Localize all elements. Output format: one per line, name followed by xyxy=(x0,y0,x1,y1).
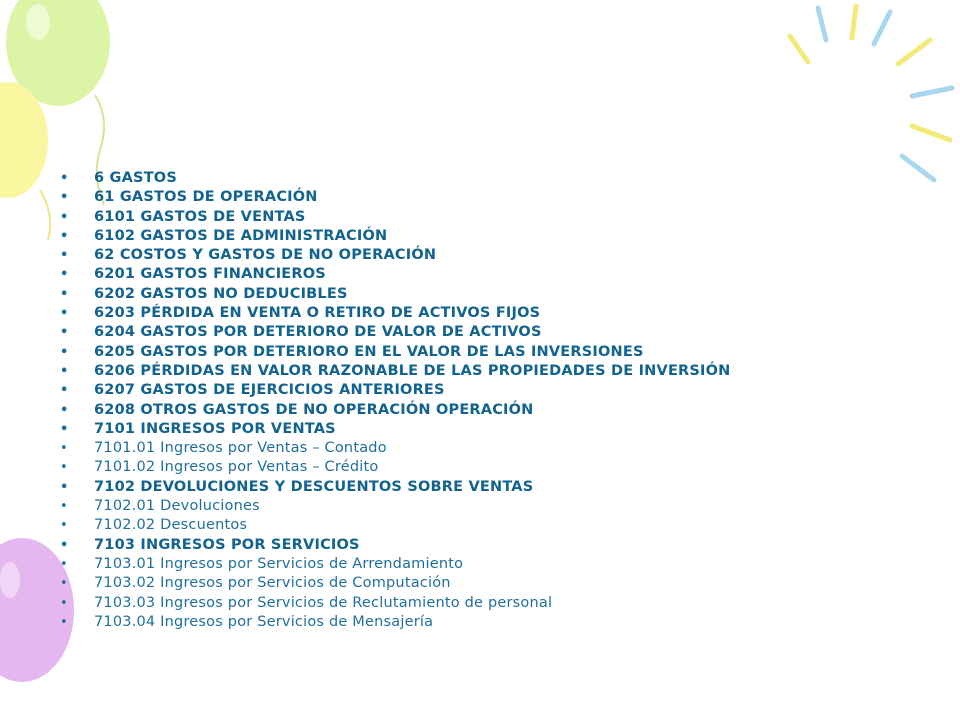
bullet-icon: • xyxy=(60,228,69,244)
bullet-icon: • xyxy=(60,402,69,418)
account-list xyxy=(56,169,936,632)
list-item-text: 6203 PÉRDIDA EN VENTA O RETIRO DE ACTIVOS FIJOS xyxy=(94,305,541,322)
bullet-icon: • xyxy=(60,460,68,476)
list-item xyxy=(56,169,936,188)
list-item xyxy=(56,458,936,477)
list-item-text: 7102.01 Devoluciones xyxy=(94,498,260,515)
list-item-text: 7103.01 Ingresos por Servicios de Arrendamiento xyxy=(94,555,464,572)
list-item xyxy=(56,188,936,207)
bullet-icon: • xyxy=(60,190,69,206)
list-item-text: 7101.01 Ingresos por Ventas – Contado xyxy=(94,440,387,457)
list-item xyxy=(56,613,936,632)
bullet-icon: • xyxy=(60,286,69,302)
list-item xyxy=(56,439,936,458)
list-item xyxy=(56,304,936,323)
yellow-balloon-icon xyxy=(0,82,50,240)
list-item-text: 6202 GASTOS NO DEDUCIBLES xyxy=(94,285,348,302)
list-item-text: 7103.03 Ingresos por Servicios de Reclutamiento de personal xyxy=(94,594,553,611)
bullet-icon: • xyxy=(60,325,69,341)
list-item xyxy=(56,555,936,574)
bullet-icon: • xyxy=(60,479,69,495)
list-item xyxy=(56,265,936,284)
bullet-icon: • xyxy=(60,441,68,457)
list-item xyxy=(56,246,936,265)
list-item-text: 7101 INGRESOS POR VENTAS xyxy=(94,420,336,437)
list-item-text: 61 GASTOS DE OPERACIÓN xyxy=(94,189,318,206)
list-item-text: 62 COSTOS Y GASTOS DE NO OPERACIÓN xyxy=(94,247,437,264)
bullet-icon: • xyxy=(60,248,69,264)
list-item xyxy=(56,574,936,593)
bullet-icon: • xyxy=(60,499,68,515)
list-item-text: 6 GASTOS xyxy=(94,170,177,186)
list-item xyxy=(56,381,936,400)
list-item-text: 6101 GASTOS DE VENTAS xyxy=(94,208,306,225)
list-item xyxy=(56,285,936,304)
bullet-icon: • xyxy=(60,595,68,611)
bullet-icon: • xyxy=(60,363,69,379)
bullet-icon: • xyxy=(60,537,69,553)
list-item xyxy=(56,478,936,497)
bullet-icon: • xyxy=(60,576,68,592)
list-item-text: 6205 GASTOS POR DETERIORO EN EL VALOR DE LAS INVERSIONES xyxy=(94,343,644,360)
bullet-icon: • xyxy=(60,267,69,283)
list-item xyxy=(56,323,936,342)
list-item xyxy=(56,227,936,246)
list-item-text: 6207 GASTOS DE EJERCICIOS ANTERIORES xyxy=(94,382,445,399)
list-item-text: 7101.02 Ingresos por Ventas – Crédito xyxy=(94,459,379,476)
list-item xyxy=(56,594,936,613)
list-item xyxy=(56,401,936,420)
list-item-text: 7103.04 Ingresos por Servicios de Mensajería xyxy=(94,613,434,630)
list-item-text: 6208 OTROS GASTOS DE NO OPERACIÓN OPERACIÓN xyxy=(94,401,534,418)
bullet-icon: • xyxy=(60,306,69,322)
list-item xyxy=(56,516,936,535)
list-item-text: 7103.02 Ingresos por Servicios de Computación xyxy=(94,575,451,592)
list-item-text: 7103 INGRESOS POR SERVICIOS xyxy=(94,536,360,553)
bullet-icon: • xyxy=(60,556,68,572)
list-item-text: 7102 DEVOLUCIONES Y DESCUENTOS SOBRE VENTAS xyxy=(94,478,534,495)
list-item xyxy=(56,536,936,555)
list-item-text: 7102.02 Descuentos xyxy=(94,517,248,534)
list-item xyxy=(56,497,936,516)
bullet-icon: • xyxy=(60,209,69,225)
list-item-text: 6206 PÉRDIDAS EN VALOR RAZONABLE DE LAS PROPIEDADES DE INVERSIÓN xyxy=(94,362,731,379)
bullet-icon: • xyxy=(60,344,69,360)
bullet-icon: • xyxy=(60,518,68,534)
list-item xyxy=(56,362,936,381)
bullet-icon: • xyxy=(60,421,69,437)
list-item-text: 6204 GASTOS POR DETERIORO DE VALOR DE ACTIVOS xyxy=(94,324,542,341)
sun-rays-decoration xyxy=(790,6,952,180)
list-item-text: 6102 GASTOS DE ADMINISTRACIÓN xyxy=(94,227,388,244)
account-list-content xyxy=(56,169,936,632)
list-item-text: 6201 GASTOS FINANCIEROS xyxy=(94,266,326,283)
bullet-icon: • xyxy=(60,383,69,399)
list-item xyxy=(56,420,936,439)
list-item xyxy=(56,208,936,227)
bullet-icon: • xyxy=(60,614,68,630)
bullet-icon: • xyxy=(60,171,69,186)
list-item xyxy=(56,343,936,362)
